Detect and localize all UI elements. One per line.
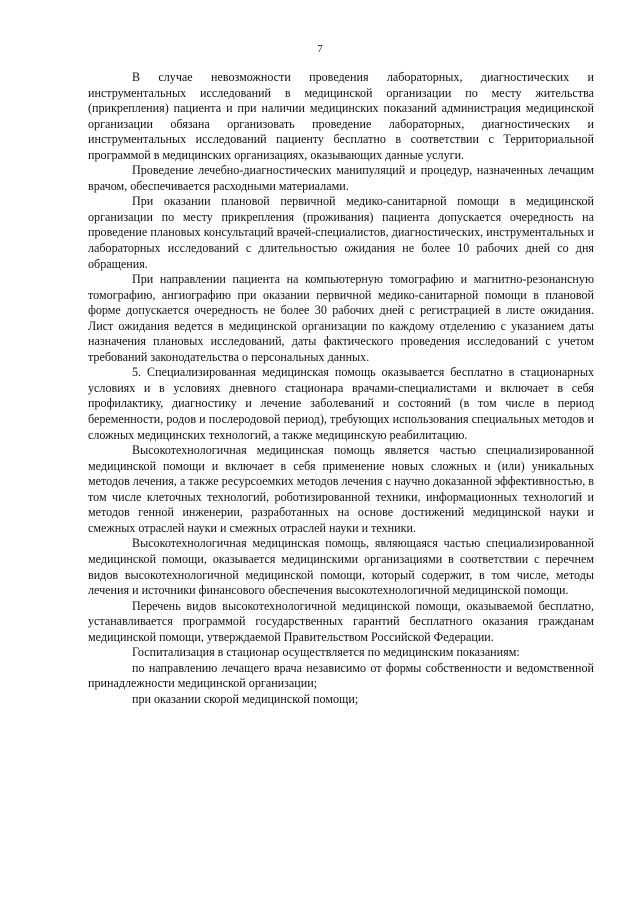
- paragraph-high-tech-care-provision: Высокотехнологичная медицинская помощь, являющаяся частью специализированной медицинской помощи, оказывается медицинскими организациями в соответствии с перечнем видов высокотехнологичной медицинской помощи, который содержит, в том числе, методы лечения и источники финансового обеспечения высокотехнологичной медицинской помощи.: [88, 536, 594, 598]
- paragraph-high-tech-care-definition: Высокотехнологичная медицинская помощь является частью специализированной медицинской помощи и включает в себя применение новых сложных и (или) уникальных методов лечения, а также ресурсоемких методов лечения с научно доказанной эффективностью, в том числе клеточных технологий, роботизированной техники, информационных технологий и методов генной инженерии, разработанных на основе достижений медицинской науки и смежных отраслей науки и смежных отраслей науки и техники.: [88, 443, 594, 535]
- paragraph-ct-mri-queue: При направлении пациента на компьютерную томографию и магнитно-резонансную томографию, ангиографию при оказании первичной медико-санитарной помощи в плановой форме допускается очередность не более 30 рабочих дней с регистрацией в листе ожидания. Лист ожидания ведется в медицинской организации по каждому отделению с указанием даты назначения плановых исследований, даты фактического проведения исследований с учетом требований законодательства о персональных данных.: [88, 272, 594, 364]
- paragraph-specialized-care: 5. Специализированная медицинская помощь оказывается бесплатно в стационарных условиях и в условиях дневного стационара врачами-специалистами и включает в себя профилактику, диагностику и лечение заболеваний и состояний (в том числе в период беременности, родов и послеродовой период), требующих использования специальных методов и сложных медицинских технологий, а также медицинскую реабилитацию.: [88, 365, 594, 442]
- paragraph-hospitalization: Госпитализация в стационар осуществляется по медицинским показаниям:: [132, 645, 520, 660]
- paragraph-by-referral: по направлению лечащего врача независимо от формы собственности и ведомственной принадлежности медицинской организации;: [88, 660, 594, 691]
- paragraph-emergency-care: при оказании скорой медицинской помощи;: [132, 691, 359, 706]
- page-number: 7: [317, 43, 323, 55]
- paragraph-planned-primary-care-queue: При оказании плановой первичной медико-санитарной помощи в медицинской организации по месту прикрепления (проживания) пациента допускается очередность на проведение плановых консультаций врачей-специалистов, диагностических, инструментальных и лабораторных исследований с длительностью ожидания не более 10 рабочих дней со дня обращения.: [88, 194, 594, 271]
- document-body: [88, 70, 594, 707]
- paragraph-high-tech-care-list: Перечень видов высокотехнологичной медицинской помощи, оказываемой бесплатно, устанавливается программой государственных гарантий бесплатного оказания гражданам медицинской помощи, утверждаемой Правительством Российской Федерации.: [88, 598, 594, 644]
- paragraph-lab-diagnostics: В случае невозможности проведения лабораторных, диагностических и инструментальных исследований в медицинской организации по месту жительства (прикрепления) пациента и при наличии медицинских показаний администрация медицинской организации обязана организовать проведение лабораторных, диагностических и инструментальных исследований пациенту бесплатно в соответствии с Территориальной программой в медицинских организациях, оказывающих данные услуги.: [88, 70, 594, 162]
- paragraph-consumables: Проведение лечебно-диагностических манипуляций и процедур, назначенных лечащим врачом, обеспечивается расходными материалами.: [88, 163, 594, 193]
